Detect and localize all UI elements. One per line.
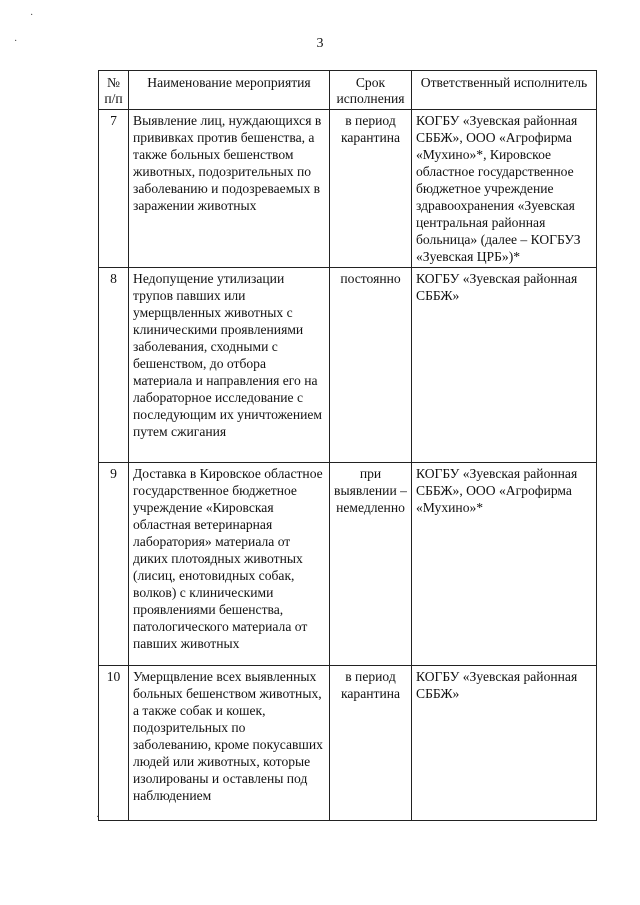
measure-name: Выявление лиц, нуждающихся в прививках против бешенства, а также больных бешенством животных, подозрительных по заболеванию и подозреваемых в заражении животных — [129, 110, 330, 268]
deadline: постоянно — [330, 268, 412, 463]
deadline: в период карантина — [330, 666, 412, 821]
table-row — [99, 268, 597, 463]
table-row — [99, 666, 597, 821]
executor: КОГБУ «Зуевская районная СББЖ», ООО «Агрофирма «Мухино»*, Кировское областное государственное бюджетное учреждение здравоохранения «Зуевская центральная районная больница» (далее – КОГБУЗ «Зуевская ЦРБ»)* — [412, 110, 597, 268]
executor: КОГБУ «Зуевская районная СББЖ» — [412, 268, 597, 463]
row-number: 7 — [99, 110, 129, 268]
measure-name: Недопущение утилизации трупов павших или умерщвленных животных с клиническими проявлениями заболевания, сходными с бешенством, до отбора материала и направления его на лабораторное исследование с последующим их уничтожением путем сжигания — [129, 268, 330, 463]
header-num: № п/п — [99, 71, 129, 110]
deadline: при выявлении – немедленно — [330, 463, 412, 666]
header-executor: Ответственный исполнитель — [412, 71, 597, 110]
table-row — [99, 463, 597, 666]
executor: КОГБУ «Зуевская районная СББЖ» — [412, 666, 597, 821]
measure-name: Доставка в Кировское областное государственное бюджетное учреждение «Кировская областная ветеринарная лаборатория» материала от диких плотоядных животных (лисиц, енотовидных собак, волков) с клиническими проявлениями бешенства, патологического материала от павших животных — [129, 463, 330, 666]
row-number: 8 — [99, 268, 129, 463]
measures-table — [98, 70, 597, 821]
header-deadline: Срок исполнения — [330, 71, 412, 110]
header-name: Наименование мероприятия — [129, 71, 330, 110]
scan-speck: · — [96, 812, 100, 823]
executor: КОГБУ «Зуевская районная СББЖ», ООО «Агрофирма «Мухино»* — [412, 463, 597, 666]
table-row — [99, 110, 597, 268]
row-number: 9 — [99, 463, 129, 666]
table-header-row — [99, 71, 597, 110]
row-number: 10 — [99, 666, 129, 821]
measure-name: Умерщвление всех выявленных больных бешенством животных, а также собак и кошек, подозрительных по заболеванию, кроме покусавших людей или животных, которые изолированы и оставлены под наблюдением — [129, 666, 330, 821]
scan-speck: · — [14, 36, 18, 47]
scan-speck: · — [30, 10, 34, 21]
deadline: в период карантина — [330, 110, 412, 268]
page-number: 3 — [316, 36, 324, 51]
